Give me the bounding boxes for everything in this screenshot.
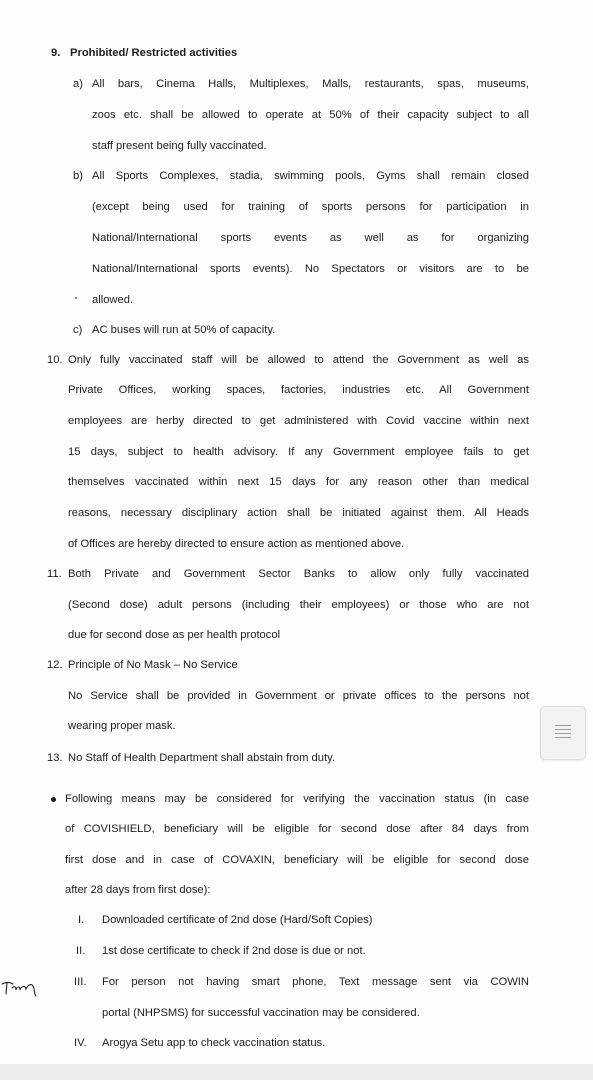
item-b-line: All Sports Complexes, stadia, swimming pools, Gyms shall remain closed — [92, 170, 529, 182]
section-13-text: No Staff of Health Department shall abstain from duty. — [68, 752, 335, 764]
item-b-line: allowed. — [92, 294, 134, 306]
section-11-line: (Second dose) adult persons (including their employees) or those who are not — [68, 599, 529, 611]
item-a-line: staff present being fully vaccinated. — [92, 140, 267, 152]
section-9-number: 9. — [51, 47, 61, 59]
section-12-line: wearing proper mask. — [68, 720, 176, 732]
subitem-i-marker: I. — [78, 914, 85, 926]
section-9-heading: Prohibited/ Restricted activities — [70, 47, 238, 59]
subitem-iv-marker: IV. — [74, 1037, 87, 1049]
section-12-title: Principle of No Mask – No Service — [68, 659, 238, 671]
section-10-line: themselves vaccinated within next 15 days for any reason other than medical — [68, 476, 529, 488]
section-11-line: Both Private and Government Sector Banks to allow only fully vaccinated — [68, 568, 529, 580]
viewer-bottom-strip — [0, 1064, 593, 1080]
item-b-line: (except being used for training of sports persons for participation in — [92, 201, 529, 213]
section-10-line: Private Offices, working spaces, factories, industries etc. All Government — [68, 384, 529, 396]
bullet-line: of COVISHIELD, beneficiary will be eligible for second dose after 84 days from — [65, 823, 529, 835]
section-10-line: employees are herby directed to get administered with Covid vaccine within next — [68, 415, 529, 427]
item-b-marker: b) — [73, 170, 83, 182]
section-10-number: 10. — [47, 354, 63, 366]
section-13-number: 13. — [47, 752, 63, 764]
section-11-line: due for second dose as per health protocol — [68, 629, 281, 641]
subitem-iii-marker: III. — [74, 976, 87, 988]
item-c-line: AC buses will run at 50% of capacity. — [92, 324, 276, 336]
subitem-iii-text: For person not having smart phone, Text message sent via COWIN — [102, 976, 529, 988]
subitem-ii-marker: II. — [76, 945, 86, 957]
item-b-line: National/International sports events). No Spectators or visitors are to be — [92, 263, 529, 275]
item-a-line: All bars, Cinema Halls, Multiplexes, Malls, restaurants, spas, museums, — [92, 78, 529, 90]
section-12-line: No Service shall be provided in Government or private offices to the persons not — [68, 690, 529, 702]
subitem-i-text: Downloaded certificate of 2nd dose (Hard/Soft Copies) — [102, 914, 373, 926]
section-10-line: of Offices are hereby directed to ensure action as mentioned above. — [68, 538, 405, 550]
item-b-line: National/International sports events as well as for organizing — [92, 232, 529, 244]
bullet-line: first dose and in case of COVAXIN, beneficiary will be eligible for second dose — [65, 854, 529, 866]
section-11-number: 11. — [47, 568, 62, 580]
section-10-line: reasons, necessary disciplinary action shall be initiated against them. All Heads — [68, 507, 529, 519]
subitem-iii-text: portal (NHPSMS) for successful vaccination may be considered. — [102, 1007, 420, 1019]
section-12-number: 12. — [47, 659, 63, 671]
item-a-line: zoos etc. shall be allowed to operate at 50% of their capacity subject to all — [92, 109, 529, 121]
subitem-ii-text: 1st dose certificate to check if 2nd dose is due or not. — [102, 945, 366, 957]
bullet-dot — [51, 797, 56, 802]
scan-speck — [75, 297, 77, 299]
bullet-line: Following means may be considered for verifying the vaccination status (in case — [65, 793, 529, 805]
scroll-handle[interactable] — [540, 706, 586, 760]
subitem-iv-text: Arogya Setu app to check vaccination status. — [102, 1037, 326, 1049]
handwritten-signature — [0, 976, 40, 1000]
bullet-line: after 28 days from first dose): — [65, 884, 211, 896]
item-c-marker: c) — [73, 324, 83, 336]
section-10-line: 15 days, subject to health advisory. If any Government employee fails to get — [68, 446, 529, 458]
item-a-marker: a) — [73, 78, 83, 90]
section-10-line: Only fully vaccinated staff will be allowed to attend the Government as well as — [68, 354, 529, 366]
